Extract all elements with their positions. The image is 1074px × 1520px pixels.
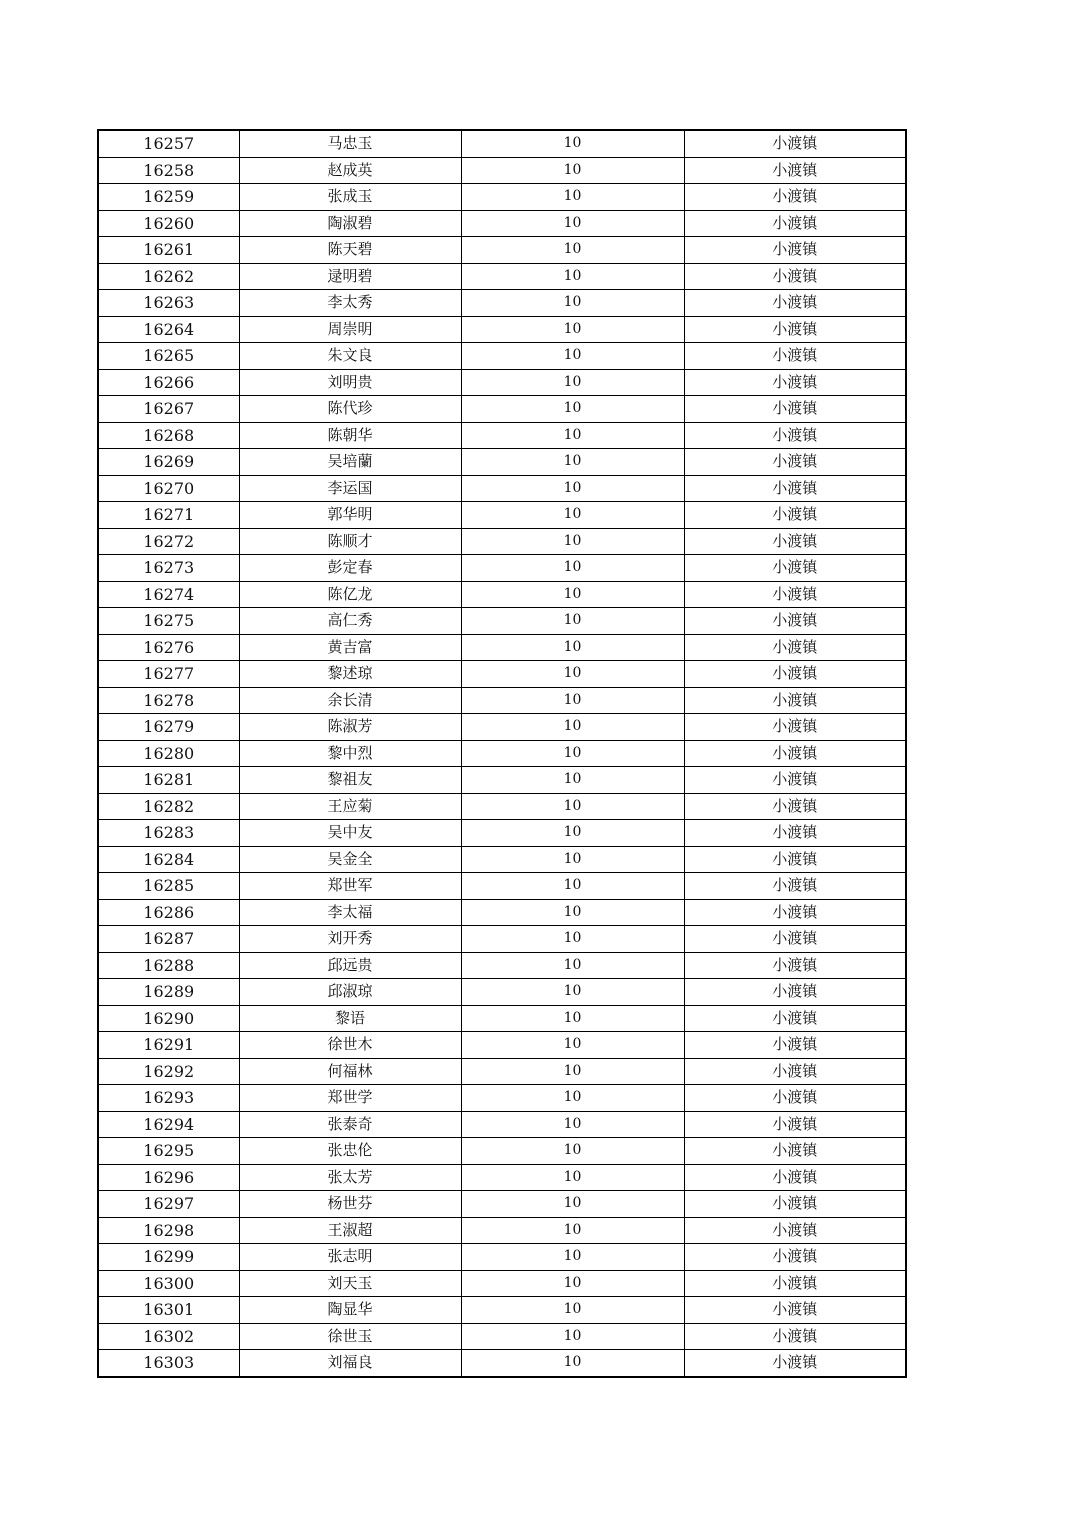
cell-id: 16282 bbox=[98, 793, 239, 820]
cell-name: 朱文良 bbox=[239, 343, 461, 370]
cell-town: 小渡镇 bbox=[684, 555, 906, 582]
cell-score: 10 bbox=[461, 793, 684, 820]
cell-town: 小渡镇 bbox=[684, 714, 906, 741]
cell-score: 10 bbox=[461, 184, 684, 211]
cell-id: 16289 bbox=[98, 979, 239, 1006]
cell-id: 16280 bbox=[98, 740, 239, 767]
cell-score: 10 bbox=[461, 581, 684, 608]
cell-town: 小渡镇 bbox=[684, 528, 906, 555]
cell-score: 10 bbox=[461, 846, 684, 873]
cell-id: 16296 bbox=[98, 1164, 239, 1191]
cell-id: 16272 bbox=[98, 528, 239, 555]
cell-id: 16298 bbox=[98, 1217, 239, 1244]
cell-name: 陈代珍 bbox=[239, 396, 461, 423]
cell-id: 16262 bbox=[98, 263, 239, 290]
table-row bbox=[98, 555, 906, 582]
table-row bbox=[98, 661, 906, 688]
cell-town: 小渡镇 bbox=[684, 157, 906, 184]
table-row bbox=[98, 237, 906, 264]
table-row bbox=[98, 130, 906, 157]
cell-town: 小渡镇 bbox=[684, 396, 906, 423]
cell-id: 16292 bbox=[98, 1058, 239, 1085]
cell-name: 余长清 bbox=[239, 687, 461, 714]
cell-score: 10 bbox=[461, 343, 684, 370]
table-row bbox=[98, 1270, 906, 1297]
cell-id: 16261 bbox=[98, 237, 239, 264]
cell-score: 10 bbox=[461, 396, 684, 423]
cell-name: 马忠玉 bbox=[239, 130, 461, 157]
cell-name: 黎语 bbox=[239, 1005, 461, 1032]
cell-id: 16273 bbox=[98, 555, 239, 582]
table-row bbox=[98, 1058, 906, 1085]
cell-id: 16268 bbox=[98, 422, 239, 449]
cell-town: 小渡镇 bbox=[684, 1323, 906, 1350]
cell-town: 小渡镇 bbox=[684, 290, 906, 317]
cell-name: 陈淑芳 bbox=[239, 714, 461, 741]
cell-name: 王应菊 bbox=[239, 793, 461, 820]
cell-town: 小渡镇 bbox=[684, 1032, 906, 1059]
cell-name: 吴中友 bbox=[239, 820, 461, 847]
cell-name: 陈顺才 bbox=[239, 528, 461, 555]
cell-name: 王淑超 bbox=[239, 1217, 461, 1244]
cell-score: 10 bbox=[461, 1164, 684, 1191]
cell-town: 小渡镇 bbox=[684, 793, 906, 820]
cell-name: 黎中烈 bbox=[239, 740, 461, 767]
table-row bbox=[98, 979, 906, 1006]
cell-town: 小渡镇 bbox=[684, 899, 906, 926]
table-row bbox=[98, 714, 906, 741]
table-row bbox=[98, 396, 906, 423]
table-row bbox=[98, 1164, 906, 1191]
cell-score: 10 bbox=[461, 899, 684, 926]
cell-name: 吴培蘭 bbox=[239, 449, 461, 476]
cell-town: 小渡镇 bbox=[684, 1191, 906, 1218]
cell-town: 小渡镇 bbox=[684, 1270, 906, 1297]
cell-score: 10 bbox=[461, 1217, 684, 1244]
cell-score: 10 bbox=[461, 316, 684, 343]
cell-id: 16266 bbox=[98, 369, 239, 396]
cell-id: 16259 bbox=[98, 184, 239, 211]
table-row bbox=[98, 1350, 906, 1377]
cell-name: 高仁秀 bbox=[239, 608, 461, 635]
cell-town: 小渡镇 bbox=[684, 475, 906, 502]
cell-id: 16301 bbox=[98, 1297, 239, 1324]
cell-name: 李运国 bbox=[239, 475, 461, 502]
cell-name: 张泰奇 bbox=[239, 1111, 461, 1138]
table-row bbox=[98, 290, 906, 317]
cell-id: 16297 bbox=[98, 1191, 239, 1218]
cell-name: 徐世玉 bbox=[239, 1323, 461, 1350]
cell-score: 10 bbox=[461, 608, 684, 635]
cell-id: 16260 bbox=[98, 210, 239, 237]
table-row bbox=[98, 343, 906, 370]
cell-score: 10 bbox=[461, 1005, 684, 1032]
cell-name: 黎祖友 bbox=[239, 767, 461, 794]
cell-id: 16279 bbox=[98, 714, 239, 741]
cell-town: 小渡镇 bbox=[684, 422, 906, 449]
cell-name: 彭定春 bbox=[239, 555, 461, 582]
cell-score: 10 bbox=[461, 873, 684, 900]
table-row bbox=[98, 528, 906, 555]
cell-name: 陶淑碧 bbox=[239, 210, 461, 237]
cell-town: 小渡镇 bbox=[684, 1217, 906, 1244]
cell-score: 10 bbox=[461, 1350, 684, 1377]
cell-town: 小渡镇 bbox=[684, 1058, 906, 1085]
cell-score: 10 bbox=[461, 1323, 684, 1350]
cell-name: 邱淑琼 bbox=[239, 979, 461, 1006]
cell-score: 10 bbox=[461, 820, 684, 847]
cell-town: 小渡镇 bbox=[684, 1350, 906, 1377]
table-row bbox=[98, 1085, 906, 1112]
cell-town: 小渡镇 bbox=[684, 263, 906, 290]
cell-score: 10 bbox=[461, 1244, 684, 1271]
table-row bbox=[98, 846, 906, 873]
cell-town: 小渡镇 bbox=[684, 343, 906, 370]
cell-score: 10 bbox=[461, 210, 684, 237]
cell-score: 10 bbox=[461, 263, 684, 290]
cell-id: 16258 bbox=[98, 157, 239, 184]
cell-id: 16270 bbox=[98, 475, 239, 502]
cell-town: 小渡镇 bbox=[684, 767, 906, 794]
cell-name: 陈朝华 bbox=[239, 422, 461, 449]
cell-town: 小渡镇 bbox=[684, 1138, 906, 1165]
cell-id: 16294 bbox=[98, 1111, 239, 1138]
table-row bbox=[98, 369, 906, 396]
cell-name: 李太福 bbox=[239, 899, 461, 926]
cell-score: 10 bbox=[461, 1191, 684, 1218]
cell-town: 小渡镇 bbox=[684, 369, 906, 396]
cell-town: 小渡镇 bbox=[684, 184, 906, 211]
cell-name: 黎述琼 bbox=[239, 661, 461, 688]
cell-score: 10 bbox=[461, 157, 684, 184]
table-row bbox=[98, 1138, 906, 1165]
table-row bbox=[98, 581, 906, 608]
table-row bbox=[98, 608, 906, 635]
cell-name: 刘开秀 bbox=[239, 926, 461, 953]
cell-id: 16290 bbox=[98, 1005, 239, 1032]
cell-town: 小渡镇 bbox=[684, 979, 906, 1006]
cell-name: 徐世木 bbox=[239, 1032, 461, 1059]
cell-name: 陶显华 bbox=[239, 1297, 461, 1324]
cell-score: 10 bbox=[461, 714, 684, 741]
table-row bbox=[98, 687, 906, 714]
table-row bbox=[98, 952, 906, 979]
cell-id: 16267 bbox=[98, 396, 239, 423]
cell-name: 邱远贵 bbox=[239, 952, 461, 979]
table-row bbox=[98, 1217, 906, 1244]
cell-score: 10 bbox=[461, 1297, 684, 1324]
cell-score: 10 bbox=[461, 555, 684, 582]
cell-id: 16276 bbox=[98, 634, 239, 661]
cell-score: 10 bbox=[461, 979, 684, 1006]
cell-id: 16271 bbox=[98, 502, 239, 529]
cell-score: 10 bbox=[461, 369, 684, 396]
cell-id: 16287 bbox=[98, 926, 239, 953]
cell-id: 16265 bbox=[98, 343, 239, 370]
cell-name: 陈天碧 bbox=[239, 237, 461, 264]
cell-score: 10 bbox=[461, 528, 684, 555]
cell-town: 小渡镇 bbox=[684, 502, 906, 529]
cell-score: 10 bbox=[461, 237, 684, 264]
cell-id: 16302 bbox=[98, 1323, 239, 1350]
table-row bbox=[98, 449, 906, 476]
table-row bbox=[98, 184, 906, 211]
table-row bbox=[98, 263, 906, 290]
cell-id: 16303 bbox=[98, 1350, 239, 1377]
table-row bbox=[98, 422, 906, 449]
cell-town: 小渡镇 bbox=[684, 634, 906, 661]
cell-score: 10 bbox=[461, 449, 684, 476]
cell-id: 16285 bbox=[98, 873, 239, 900]
table-row bbox=[98, 1244, 906, 1271]
cell-town: 小渡镇 bbox=[684, 581, 906, 608]
cell-score: 10 bbox=[461, 290, 684, 317]
table-row bbox=[98, 634, 906, 661]
cell-id: 16295 bbox=[98, 1138, 239, 1165]
cell-id: 16283 bbox=[98, 820, 239, 847]
cell-name: 赵成英 bbox=[239, 157, 461, 184]
cell-id: 16293 bbox=[98, 1085, 239, 1112]
table-row bbox=[98, 475, 906, 502]
cell-score: 10 bbox=[461, 687, 684, 714]
cell-score: 10 bbox=[461, 767, 684, 794]
cell-town: 小渡镇 bbox=[684, 820, 906, 847]
cell-town: 小渡镇 bbox=[684, 846, 906, 873]
cell-id: 16284 bbox=[98, 846, 239, 873]
cell-id: 16274 bbox=[98, 581, 239, 608]
cell-name: 刘天玉 bbox=[239, 1270, 461, 1297]
cell-score: 10 bbox=[461, 952, 684, 979]
cell-id: 16275 bbox=[98, 608, 239, 635]
cell-id: 16278 bbox=[98, 687, 239, 714]
cell-town: 小渡镇 bbox=[684, 210, 906, 237]
table-row bbox=[98, 793, 906, 820]
cell-town: 小渡镇 bbox=[684, 237, 906, 264]
cell-town: 小渡镇 bbox=[684, 873, 906, 900]
cell-score: 10 bbox=[461, 1085, 684, 1112]
table-row bbox=[98, 899, 906, 926]
table-row bbox=[98, 316, 906, 343]
cell-id: 16269 bbox=[98, 449, 239, 476]
table-row bbox=[98, 1323, 906, 1350]
table-row bbox=[98, 1005, 906, 1032]
cell-town: 小渡镇 bbox=[684, 316, 906, 343]
cell-town: 小渡镇 bbox=[684, 952, 906, 979]
table-row bbox=[98, 820, 906, 847]
cell-town: 小渡镇 bbox=[684, 1164, 906, 1191]
cell-name: 张忠伦 bbox=[239, 1138, 461, 1165]
cell-score: 10 bbox=[461, 926, 684, 953]
cell-score: 10 bbox=[461, 130, 684, 157]
cell-name: 刘明贵 bbox=[239, 369, 461, 396]
cell-town: 小渡镇 bbox=[684, 608, 906, 635]
cell-name: 李太秀 bbox=[239, 290, 461, 317]
cell-score: 10 bbox=[461, 1138, 684, 1165]
table-row bbox=[98, 1032, 906, 1059]
cell-score: 10 bbox=[461, 422, 684, 449]
cell-score: 10 bbox=[461, 661, 684, 688]
cell-town: 小渡镇 bbox=[684, 130, 906, 157]
cell-id: 16281 bbox=[98, 767, 239, 794]
table-row bbox=[98, 1297, 906, 1324]
cell-name: 张太芳 bbox=[239, 1164, 461, 1191]
cell-name: 逯明碧 bbox=[239, 263, 461, 290]
cell-name: 郭华明 bbox=[239, 502, 461, 529]
cell-id: 16299 bbox=[98, 1244, 239, 1271]
table-row bbox=[98, 767, 906, 794]
table-row bbox=[98, 502, 906, 529]
table-row bbox=[98, 157, 906, 184]
roster-table-body bbox=[98, 130, 906, 1377]
cell-id: 16264 bbox=[98, 316, 239, 343]
cell-name: 张成玉 bbox=[239, 184, 461, 211]
cell-id: 16300 bbox=[98, 1270, 239, 1297]
cell-town: 小渡镇 bbox=[684, 926, 906, 953]
cell-score: 10 bbox=[461, 1111, 684, 1138]
cell-id: 16291 bbox=[98, 1032, 239, 1059]
cell-town: 小渡镇 bbox=[684, 1111, 906, 1138]
cell-id: 16288 bbox=[98, 952, 239, 979]
cell-name: 周崇明 bbox=[239, 316, 461, 343]
cell-name: 何福林 bbox=[239, 1058, 461, 1085]
cell-town: 小渡镇 bbox=[684, 687, 906, 714]
cell-town: 小渡镇 bbox=[684, 740, 906, 767]
cell-name: 黄吉富 bbox=[239, 634, 461, 661]
cell-score: 10 bbox=[461, 1270, 684, 1297]
cell-score: 10 bbox=[461, 1032, 684, 1059]
cell-name: 张志明 bbox=[239, 1244, 461, 1271]
cell-id: 16263 bbox=[98, 290, 239, 317]
cell-score: 10 bbox=[461, 740, 684, 767]
cell-town: 小渡镇 bbox=[684, 1085, 906, 1112]
cell-name: 吴金全 bbox=[239, 846, 461, 873]
table-row bbox=[98, 926, 906, 953]
roster-table bbox=[97, 129, 907, 1378]
cell-town: 小渡镇 bbox=[684, 1244, 906, 1271]
cell-name: 刘福良 bbox=[239, 1350, 461, 1377]
table-row bbox=[98, 1111, 906, 1138]
cell-id: 16286 bbox=[98, 899, 239, 926]
cell-town: 小渡镇 bbox=[684, 449, 906, 476]
cell-name: 郑世军 bbox=[239, 873, 461, 900]
cell-name: 郑世学 bbox=[239, 1085, 461, 1112]
cell-score: 10 bbox=[461, 475, 684, 502]
table-row bbox=[98, 210, 906, 237]
cell-town: 小渡镇 bbox=[684, 661, 906, 688]
cell-town: 小渡镇 bbox=[684, 1005, 906, 1032]
table-row bbox=[98, 873, 906, 900]
table-row bbox=[98, 740, 906, 767]
table-row bbox=[98, 1191, 906, 1218]
cell-name: 陈亿龙 bbox=[239, 581, 461, 608]
cell-score: 10 bbox=[461, 1058, 684, 1085]
cell-score: 10 bbox=[461, 502, 684, 529]
cell-id: 16257 bbox=[98, 130, 239, 157]
cell-id: 16277 bbox=[98, 661, 239, 688]
cell-name: 杨世芬 bbox=[239, 1191, 461, 1218]
cell-score: 10 bbox=[461, 634, 684, 661]
cell-town: 小渡镇 bbox=[684, 1297, 906, 1324]
